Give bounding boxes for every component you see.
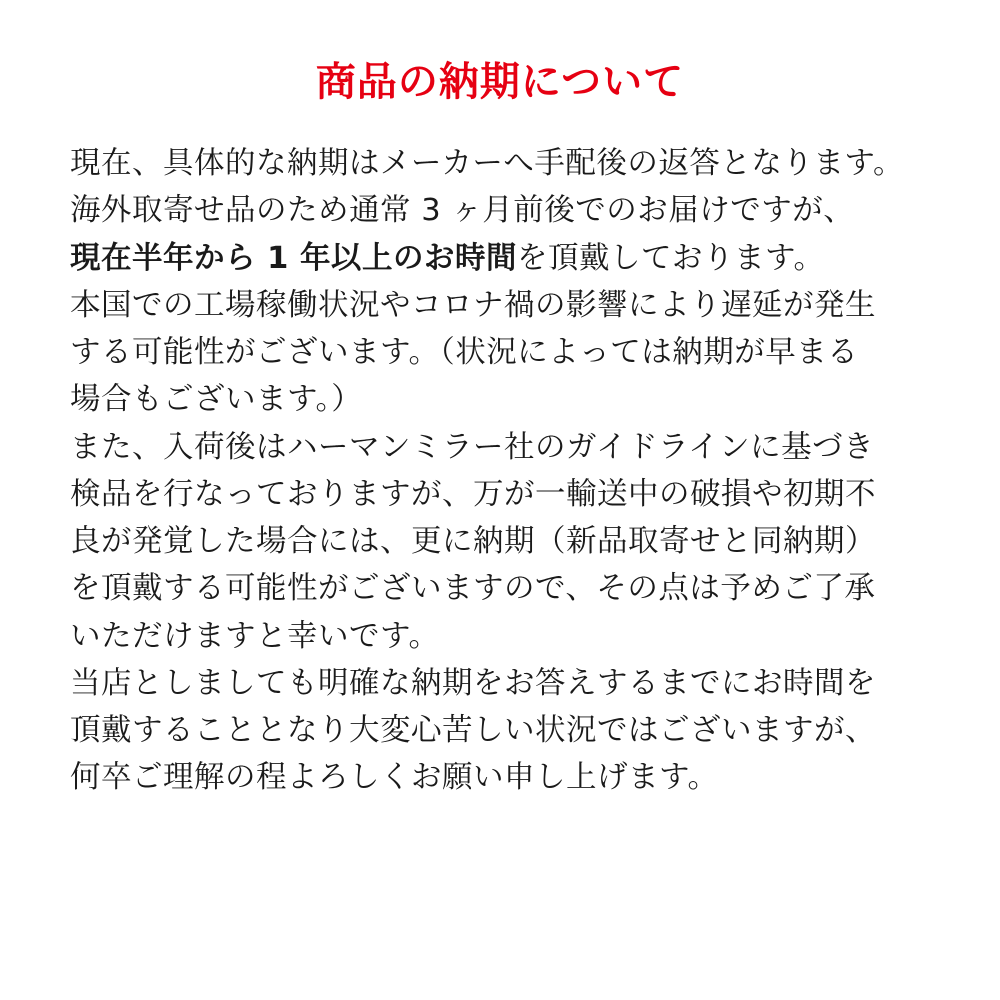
- paragraph-p1: [70, 140, 930, 235]
- notice-line: 頂戴することとなり大変心苦しい状況ではございますが、: [70, 713, 876, 749]
- paragraph-p2: [70, 235, 930, 282]
- notice-line: また、入荷後はハーマンミラー社のガイドラインに基づき: [70, 429, 875, 465]
- notice-line: を頂戴する可能性がございますので、その点は予めご了承: [70, 571, 876, 607]
- paragraph-p4: [70, 424, 930, 660]
- emphasis-tail: を頂戴しております。: [516, 240, 825, 276]
- notice-body: [70, 140, 930, 802]
- notice-line: いただけますと幸いです。: [70, 618, 440, 654]
- notice-line: 当店としましても明確な納期をお答えするまでにお時間を: [70, 665, 876, 701]
- notice-line: する可能性がございます。（状況によっては納期が早まる: [70, 335, 859, 371]
- notice-line: 検品を行なっておりますが、万が一輸送中の破損や初期不: [70, 476, 876, 512]
- notice-line: 何卒ご理解の程よろしくお願い申し上げます。: [70, 760, 719, 796]
- notice-line: 本国での工場稼働状況やコロナ禍の影響により遅延が発生: [70, 287, 876, 323]
- notice-line: 現在、具体的な納期はメーカーへ手配後の返答となります。: [70, 146, 904, 181]
- emphasis-text: 現在半年から 1 年以上のお時間: [70, 240, 517, 276]
- notice-line: 良が発覚した場合には、更に納期（新品取寄せと同納期）: [70, 524, 876, 560]
- paragraph-p3: [70, 282, 930, 424]
- notice-line: 場合もございます。）: [70, 382, 363, 418]
- page-title: 商品の納期について: [315, 59, 685, 105]
- paragraph-p5: [70, 660, 930, 802]
- notice-line: 海外取寄せ品のため通常 3 ヶ月前後でのお届けですが、: [70, 193, 855, 229]
- notice-line-emphasized: [70, 235, 930, 282]
